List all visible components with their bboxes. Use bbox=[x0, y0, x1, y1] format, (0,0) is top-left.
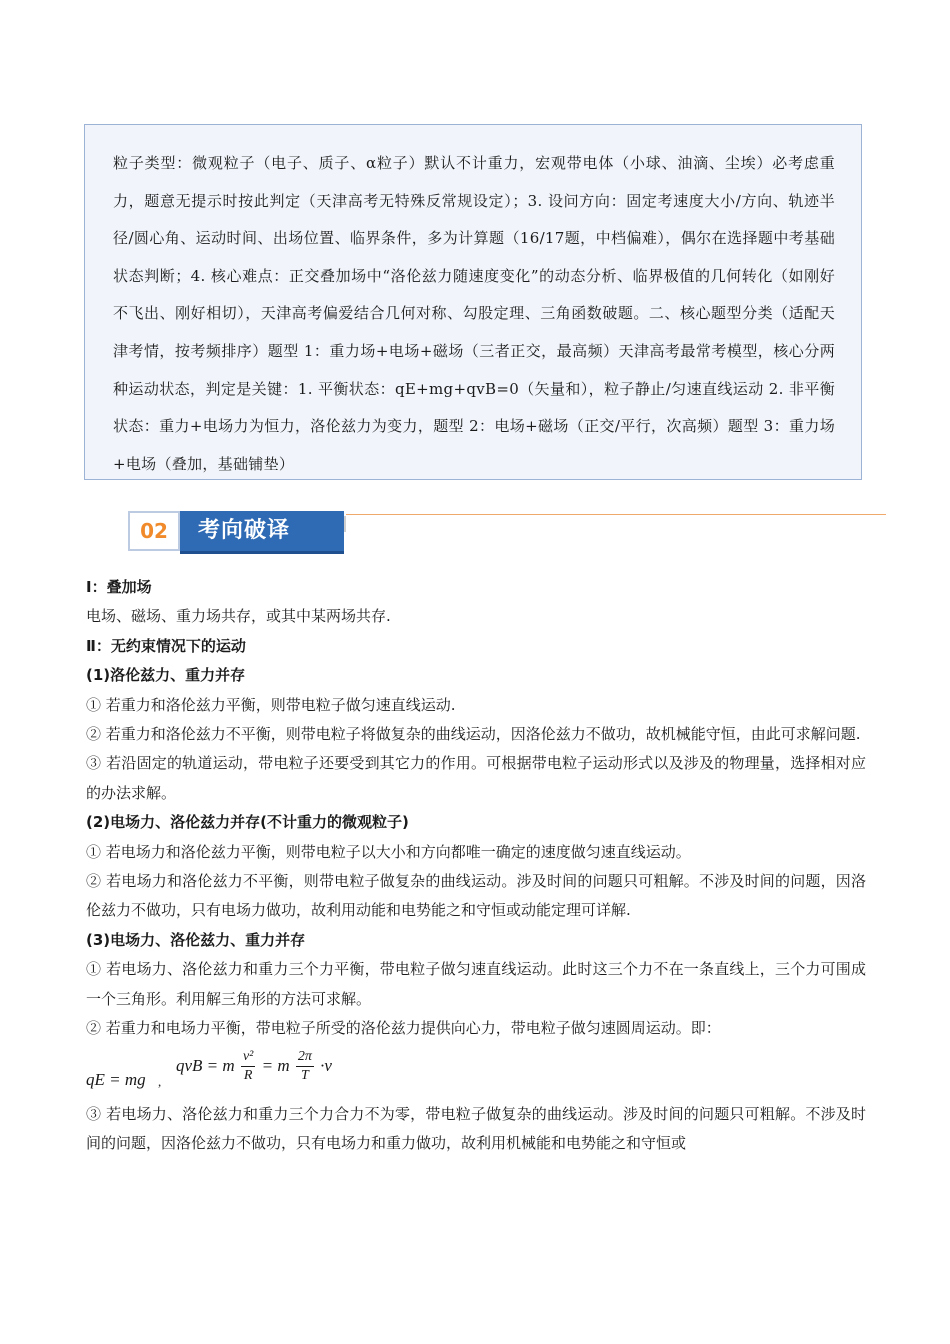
fraction-denominator: T bbox=[300, 1067, 309, 1083]
header-rule bbox=[346, 514, 886, 515]
subheading-lorentz-gravity: (1)洛伦兹力、重力并存 bbox=[86, 666, 246, 685]
section-number: 02 bbox=[128, 511, 180, 551]
formula-equals: = m bbox=[261, 1056, 290, 1075]
fraction-v2-r bbox=[241, 1048, 255, 1085]
paragraph: ② 若重力和电场力平衡，带电粒子所受的洛伦兹力提供向心力，带电粒子做匀速圆周运动。即： bbox=[86, 1019, 721, 1038]
subheading-electric-lorentz: (2)电场力、洛伦兹力并存(不计重力的微观粒子) bbox=[86, 813, 409, 832]
paragraph: ① 若电场力和洛伦兹力平衡，则带电粒子以大小和方向都唯一确定的速度做匀速直线运动。 bbox=[86, 842, 691, 861]
heading-superposition-field: Ⅰ：叠加场 bbox=[86, 578, 152, 596]
paragraph: 电场、磁场、重力场共存，或其中某两场共存. bbox=[86, 607, 391, 626]
formula-separator: , bbox=[158, 1073, 162, 1089]
formula-eq2-lhs: qvB = m bbox=[176, 1056, 235, 1075]
paragraph: ③ 若电场力、洛伦兹力和重力三个力合力不为零，带电粒子做复杂的曲线运动。涉及时间的问题只可粗解。不涉及时间的问题，因洛伦兹力不做功，只有电场力和重力做功，故利用机械能和电势能之和守恒或 bbox=[86, 1104, 866, 1152]
subheading-electric-lorentz-gravity: (3)电场力、洛伦兹力、重力并存 bbox=[86, 930, 306, 949]
fraction-denominator: R bbox=[243, 1067, 253, 1083]
formula-eq2 bbox=[176, 1048, 332, 1100]
fraction-numerator: v² bbox=[241, 1048, 255, 1067]
fraction-2pi-t bbox=[296, 1048, 314, 1085]
summary-text: 粒子类型：微观粒子（电子、质子、α粒子）默认不计重力，宏观带电体（小球、油滴、尘埃）必考虑重力，题意无提示时按此判定（天津高考无特殊反常规设定）；3. 设问方向：固定考速度大小/方向、轨迹半径/圆心角、运动时间、出场位置、临界条件，多为计算题（16/17题，中档偏难），偶尔在选择题中考基础状态判断；4. 核心难点：正交叠加场中“洛伦兹力随速度变化”的动态分析、临界极值的几何转化（如刚好不飞出、刚好相切），天津高考偏爱结合几何对称、勾股定理、三角函数破题。二、核心题型分类（适配天津考情，按考频排序）题型 1：重力场+电场+磁场（三者正交，最高频）天津高考最常考模型，核心分两种运动状态，判定是关键：1. 平衡状态：qE+mg+qvB=0（矢量和），粒子静止/匀速直线运动 2. 非平衡状态：重力+电场力为恒力，洛伦兹力为变力，题型 2：电场+磁场（正交/平行，次高频）题型 3：重力场+电场（叠加，基础铺垫） bbox=[113, 154, 835, 473]
paragraph: ① 若电场力、洛伦兹力和重力三个力平衡，带电粒子做匀速直线运动。此时这三个力不在一条直线上，三个力可围成一个三角形。利用解三角形的方法可求解。 bbox=[86, 960, 866, 1008]
fraction-numerator: 2π bbox=[296, 1048, 314, 1067]
paragraph: ② 若重力和洛伦兹力不平衡，则带电粒子将做复杂的曲线运动，因洛伦兹力不做功，故机械能守恒，由此可求解问题. bbox=[86, 725, 861, 744]
main-content bbox=[86, 573, 866, 1158]
paragraph: ③ 若沿固定的轨道运动，带电粒子还要受到其它力的作用。可根据带电粒子运动形式以及涉及的物理量，选择相对应的办法求解。 bbox=[86, 754, 866, 802]
paragraph: ① 若重力和洛伦兹力平衡，则带电粒子做匀速直线运动. bbox=[86, 695, 456, 714]
formula-tail: ·v bbox=[320, 1056, 332, 1075]
formula-eq1: qE = mg bbox=[86, 1069, 146, 1089]
section-title: 考向破译 bbox=[180, 511, 344, 551]
formula bbox=[86, 1044, 866, 1100]
summary-box bbox=[84, 124, 862, 480]
section-title-underline bbox=[180, 551, 344, 554]
heading-unconstrained-motion: Ⅱ：无约束情况下的运动 bbox=[86, 636, 246, 655]
section-header bbox=[84, 508, 886, 556]
paragraph: ② 若电场力和洛伦兹力不平衡，则带电粒子做复杂的曲线运动。涉及时间的问题只可粗解。不涉及时间的问题，因洛伦兹力不做功，只有电场力做功，故利用动能和电势能之和守恒或动能定理可详解. bbox=[86, 872, 866, 920]
